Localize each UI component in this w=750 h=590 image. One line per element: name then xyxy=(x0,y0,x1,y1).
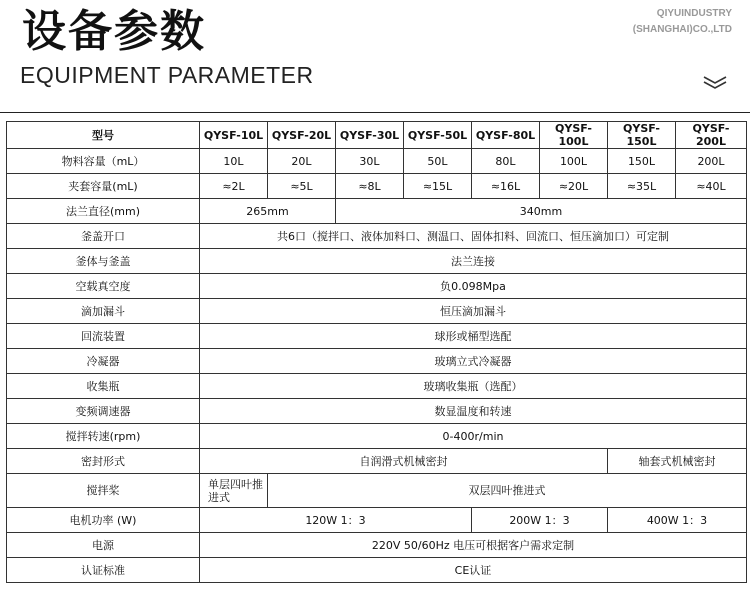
table-row xyxy=(7,349,747,374)
model-header-cell: QYSF-20L xyxy=(268,122,336,149)
table-cell: 轴套式机械密封 xyxy=(608,449,747,474)
table-row xyxy=(7,324,747,349)
table-cell: 恒压滴加漏斗 xyxy=(200,299,747,324)
company-brand xyxy=(633,6,732,38)
table-cell: 20L xyxy=(268,149,336,174)
table-row xyxy=(7,474,747,508)
table-cell: 340mm xyxy=(336,199,747,224)
table-row xyxy=(7,174,747,199)
table-row xyxy=(7,274,747,299)
model-header-cell: QYSF-80L xyxy=(472,122,540,149)
model-header-label: 型号 xyxy=(7,122,200,149)
table-row xyxy=(7,199,747,224)
model-header-cell: QYSF-50L xyxy=(404,122,472,149)
table-cell: 法兰连接 xyxy=(200,249,747,274)
table-cell: 共6口（搅拌口、液体加料口、测温口、固体扣料、回流口、恒压滴加口）可定制 xyxy=(200,224,747,249)
table-row xyxy=(7,508,747,533)
table-cell: ≈16L xyxy=(472,174,540,199)
table-cell: 50L xyxy=(404,149,472,174)
table-cell: 数显温度和转速 xyxy=(200,399,747,424)
row-label: 物料容量（mL） xyxy=(7,149,200,174)
table-row xyxy=(7,224,747,249)
table-cell: 双层四叶推进式 xyxy=(268,474,747,508)
table-cell: ≈8L xyxy=(336,174,404,199)
row-label: 冷凝器 xyxy=(7,349,200,374)
table-cell: 玻璃收集瓶（选配） xyxy=(200,374,747,399)
row-label: 收集瓶 xyxy=(7,374,200,399)
table-cell: 400W 1：3 xyxy=(608,508,747,533)
table-cell: ≈5L xyxy=(268,174,336,199)
table-row xyxy=(7,249,747,274)
table-cell: 球形或桶型选配 xyxy=(200,324,747,349)
table-cell: 0-400r/min xyxy=(200,424,747,449)
row-label: 搅拌转速(rpm) xyxy=(7,424,200,449)
model-header-cell: QYSF-100L xyxy=(540,122,608,149)
model-header-cell: QYSF-150L xyxy=(608,122,676,149)
page-subtitle: EQUIPMENT PARAMETER xyxy=(20,62,314,88)
table-cell: ≈20L xyxy=(540,174,608,199)
table-cell: 100L xyxy=(540,149,608,174)
table-cell: 10L xyxy=(200,149,268,174)
model-header-cell: QYSF-10L xyxy=(200,122,268,149)
table-cell: CE认证 xyxy=(200,558,747,583)
table-row xyxy=(7,449,747,474)
table-cell: ≈35L xyxy=(608,174,676,199)
table-cell: 120W 1：3 xyxy=(200,508,472,533)
table-cell: 150L xyxy=(608,149,676,174)
table-row xyxy=(7,299,747,324)
row-label: 釜盖开口 xyxy=(7,224,200,249)
double-chevron-down-icon[interactable] xyxy=(702,74,728,90)
row-label: 电机功率 (W) xyxy=(7,508,200,533)
row-label: 滴加漏斗 xyxy=(7,299,200,324)
table-cell: 单层四叶推进式 xyxy=(200,474,268,508)
table-cell: 自润滑式机械密封 xyxy=(200,449,608,474)
row-label: 认证标准 xyxy=(7,558,200,583)
row-label: 电源 xyxy=(7,533,200,558)
row-label: 法兰直径(mm) xyxy=(7,199,200,224)
table-row xyxy=(7,558,747,583)
table-row xyxy=(7,149,747,174)
table-cell: ≈2L xyxy=(200,174,268,199)
row-label: 密封形式 xyxy=(7,449,200,474)
table-cell: ≈40L xyxy=(676,174,747,199)
table-cell: 200W 1：3 xyxy=(472,508,608,533)
table-cell: 30L xyxy=(336,149,404,174)
table-row xyxy=(7,399,747,424)
brand-location: (SHANGHAI)CO.,LTD xyxy=(632,24,732,35)
row-label: 回流装置 xyxy=(7,324,200,349)
row-label: 釜体与釜盖 xyxy=(7,249,200,274)
brand-name: QIYUINDUSTRY xyxy=(656,8,732,19)
table-row xyxy=(7,533,747,558)
table-cell: 80L xyxy=(472,149,540,174)
table-cell: 负0.098Mpa xyxy=(200,274,747,299)
row-label: 搅拌桨 xyxy=(7,474,200,508)
table-cell: ≈15L xyxy=(404,174,472,199)
model-header-cell: QYSF-30L xyxy=(336,122,404,149)
table-cell: 200L xyxy=(676,149,747,174)
table-cell: 玻璃立式冷凝器 xyxy=(200,349,747,374)
table-header-row xyxy=(7,122,747,149)
page-title: 设备参数 xyxy=(22,6,206,57)
model-header-cell: QYSF-200L xyxy=(676,122,747,149)
row-label: 变频调速器 xyxy=(7,399,200,424)
row-label: 夹套容量(mL) xyxy=(7,174,200,199)
table-cell: 265mm xyxy=(200,199,336,224)
table-cell: 220V 50/60Hz 电压可根据客户需求定制 xyxy=(200,533,747,558)
table-row xyxy=(7,424,747,449)
header-divider xyxy=(0,112,750,113)
table-row xyxy=(7,374,747,399)
parameter-table xyxy=(6,121,747,583)
row-label: 空载真空度 xyxy=(7,274,200,299)
